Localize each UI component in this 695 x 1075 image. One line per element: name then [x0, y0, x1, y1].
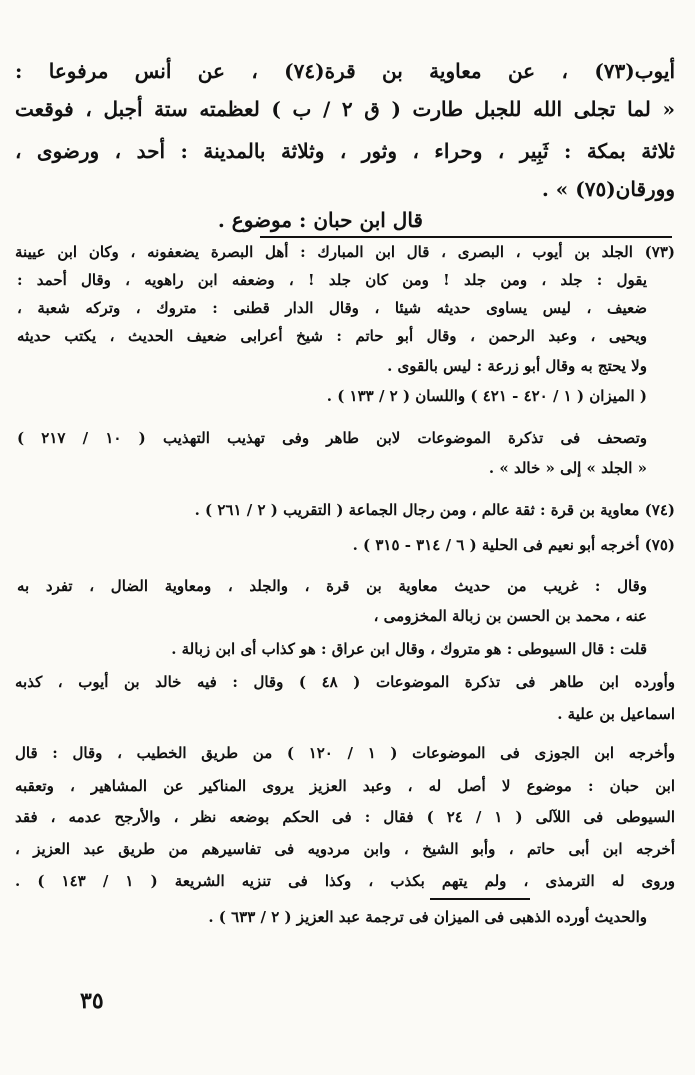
main-text-line-1: أيوب(٧٣) ، عن معاوية بن قرة(٧٤) ، عن أنس مرفوعا : [15, 59, 675, 83]
footnote-73-reference: ( الميزان ( ١ / ٤٢٠ - ٤٢١ ) واللسان ( ٢ / ١٣٣ ) . [326, 387, 647, 405]
footnote-75-line-6: اسماعيل بن علية . [557, 705, 675, 723]
footnote-75-line-1: (٧٥) أخرجه أبو نعيم فى الحلية ( ٦ / ٣١٤ - ٣١٥ ) . [352, 536, 675, 554]
footnote-73-line-1: (٧٣) الجلد بن أيوب ، البصرى ، قال ابن المبارك : أهل البصرة يضعفونه ، وكان ابن عيينة [15, 243, 675, 261]
footnote-separator [260, 236, 672, 238]
footnote-75-line-7: وأخرجه ابن الجوزى فى الموضوعات ( ١ / ١٢٠ ) من طريق الخطيب ، وقال : قال [15, 744, 675, 762]
footnote-75-line-8: ابن حبان : موضوع لا أصل له ، وعبد العزيز يروى المناكير عن المشاهير ، وتعقبه [15, 777, 675, 795]
footnote-end-rule [430, 898, 530, 900]
verdict-heading: قال ابن حبان : موضوع . [217, 208, 423, 232]
footnote-75-line-4: قلت : قال السيوطى : هو متروك ، وقال ابن عراق : هو كذاب أى ابن زبالة . [171, 640, 647, 658]
footnote-73-line-4: ويحيى ، وعبد الرحمن ، وقال أبو حاتم : شيخ أعرابى ضعيف الحديث ، يكتب حديثه [17, 327, 647, 345]
footnote-75-line-2: وقال : غريب من حديث معاوية بن قرة ، والجلد ، ومعاوية الضال ، تفرد به [17, 577, 647, 595]
footnote-75-line-9: السيوطى فى اللآلى ( ١ / ٢٤ ) فقال : فى الحكم بوضعه نظر ، والأرجح عدمه ، فقد [15, 808, 675, 826]
page-number: ٣٥ [80, 988, 104, 1014]
footnote-73-line-3: ضعيف ، ليس يساوى حديثه شيئا ، وقال الدار قطنى : متروك ، وتركه شعبة ، [17, 299, 647, 317]
footnote-73-line-5: ولا يحتج به وقال أبو زرعة : ليس بالقوى . [387, 357, 647, 375]
main-text-line-4: وورقان(٧٥) » . [541, 177, 675, 201]
footnote-73-correction-1: وتصحف فى تذكرة الموضوعات لابن طاهر وفى تهذيب التهذيب ( ١٠ / ٢١٧ ) [17, 429, 647, 447]
footnote-73-line-2: يقول : جلد ، ومن جلد ! ومن كان جلد ! ، وضعفه ابن راهويه ، وقال أحمد : [17, 271, 647, 289]
footnote-74: (٧٤) معاوية بن قرة : ثقة عالم ، ومن رجال الجماعة ( التقريب ( ٢ / ٢٦١ ) . [194, 501, 675, 519]
footnote-75-line-12: والحديث أورده الذهبى فى الميزان فى ترجمة عبد العزيز ( ٢ / ٦٣٣ ) . [208, 908, 647, 926]
footnote-75-line-10: أخرجه ابن أبى حاتم ، وأبو الشيخ ، وابن مردويه فى تفاسيرهم من طريق عبد العزيز ، [15, 840, 675, 858]
main-text-line-3: ثلاثة بمكة : ثَبِير ، وحراء ، وثور ، وثلاثة بالمدينة : أحد ، ورضوى ، [15, 139, 675, 163]
main-text-line-2: « لما تجلى الله للجبل طارت ( ق ٢ / ب ) لعظمته ستة أجبل ، فوقعت [15, 97, 675, 121]
footnote-75-line-5: وأورده ابن طاهر فى تذكرة الموضوعات ( ٤٨ ) وقال : فيه خالد بن أيوب ، كذبه [15, 673, 675, 691]
footnote-75-line-11: وروى له الترمذى ، ولم يتهم بكذب ، وكذا فى تنزيه الشريعة ( ١ / ١٤٣ ) . [15, 872, 675, 890]
footnote-75-line-3: عنه ، محمد بن الحسن بن زبالة المخزومى ، [373, 607, 647, 625]
footnote-73-correction-2: « الجلد » إلى « خالد » . [488, 459, 647, 477]
